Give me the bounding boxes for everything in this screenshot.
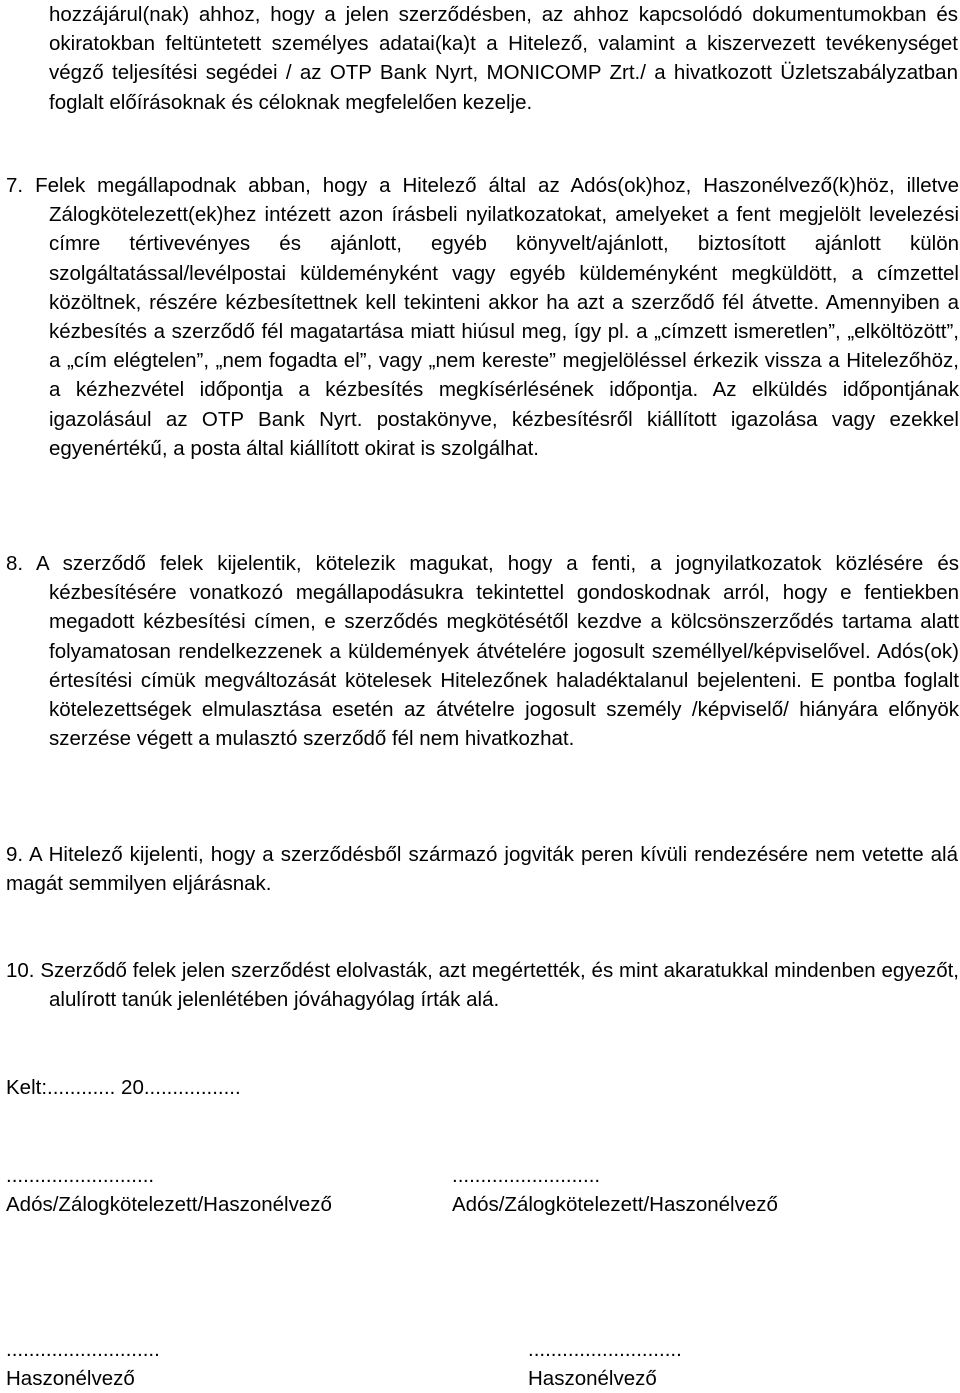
section-text: A Hitelező kijelenti, hogy a szerződésből származó jogviták peren kívüli rendezésére nem vetette alá magát semmilyen eljárásnak. xyxy=(6,843,958,896)
signature-role: Haszonélvező xyxy=(528,1367,657,1390)
section-7 xyxy=(6,171,959,463)
signature-block-usufructuary-2 xyxy=(528,1335,682,1393)
intro-paragraph: hozzájárul(nak) ahhoz, hogy a jelen szerződésben, az ahhoz kapcsolódó dokumentumokban és okiratokban feltüntetett személyes adatai(ka)t a Hitelező, valamint a kiszervezett tevékenységet végző teljesítési segédei / az OTP Bank Nyrt, MONICOMP Zrt./ a hivatkozott Üzletszabályzatban foglalt előírásoknak és céloknak megfelelően kezelje. xyxy=(49,3,958,114)
signature-line: .......................... xyxy=(452,1164,601,1187)
signature-line: ........................... xyxy=(528,1338,682,1361)
signature-block-usufructuary-1 xyxy=(6,1335,160,1393)
signature-block-debtor-1 xyxy=(6,1161,332,1219)
section-number: 7. xyxy=(6,174,24,197)
section-text: Felek megállapodnak abban, hogy a Hitelező által az Adós(ok)hoz, Haszonélvező(k)höz, illetve Zálogkötelezett(ek)hez intézett azon írásbeli nyilatkozatokat, amelyeket a fent megjelölt levelezési címre tértivevényes és ajánlott, egyéb könyvelt/ajánlott, biztosított ajánlott külön szolgáltatással/levélpostai küldeményként vagy egyéb küldeményként megküldött, a címzettel közöltnek, részére kézbesítettnek kell tekinteni akkor ha azt a szerződő fél átvette. Amennyiben a kézbesítés a szerződő fél magatartása miatt hiúsul meg, így pl. a „címzett ismeretlen”, „elköltözött”, a „cím elégtelen”, „nem fogadta el”, vagy „nem kereste” megjelöléssel érkezik vissza a Hitelezőhöz, a kézhezvétel időpontja a kézbesítés megkísérlésének időpontja. Az elküldés időpontjának igazolásául az OTP Bank Nyrt. postakönyve, kézbesítésről kiállított igazolása vagy ezekkel egyenértékű, a posta által kiállított okirat is szolgálhat. xyxy=(35,174,960,460)
date-line: Kelt:............ 20................. xyxy=(6,1076,241,1099)
signature-role: Adós/Zálogkötelezett/Haszonélvező xyxy=(452,1193,778,1216)
section-text: Szerződő felek jelen szerződést elolvasták, azt megértették, és mint akaratukkal mindenben egyezőt, alulírott tanúk jelenlétében jóváhagyólag írták alá. xyxy=(40,959,959,1012)
section-8 xyxy=(6,549,959,753)
section-number: 10. xyxy=(6,959,35,982)
signature-line: .......................... xyxy=(6,1164,155,1187)
section-number: 8. xyxy=(6,552,24,575)
section-9 xyxy=(6,840,958,898)
signature-block-debtor-2 xyxy=(452,1161,778,1219)
section-text: A szerződő felek kijelentik, kötelezik magukat, hogy a fenti, a jognyilatkozatok közlésére és kézbesítésére vonatkozó megállapodásukra tekintettel gondoskodnak arról, hogy e fentiekben megadott kézbesítési címen, e szerződés megkötésétől kezdve a kölcsönszerződés tartama alatt folyamatosan rendelkezzenek a küldemények átvételére jogosult személlyel/képviselővel. Adós(ok) értesítési címük megváltozását kötelesek Hitelezőnek haladéktalanul bejelenteni. E pontba foglalt kötelezettségek elmulasztása esetén az átvételre jogosult személy /képviselő/ hiányára előnyök szerzése végett a mulasztó szerződő fél nem hivatkozhat. xyxy=(36,552,959,751)
section-number: 9. xyxy=(6,843,24,866)
signature-role: Adós/Zálogkötelezett/Haszonélvező xyxy=(6,1193,332,1216)
signature-line: ........................... xyxy=(6,1338,160,1361)
signature-role: Haszonélvező xyxy=(6,1367,135,1390)
section-10 xyxy=(6,956,959,1014)
